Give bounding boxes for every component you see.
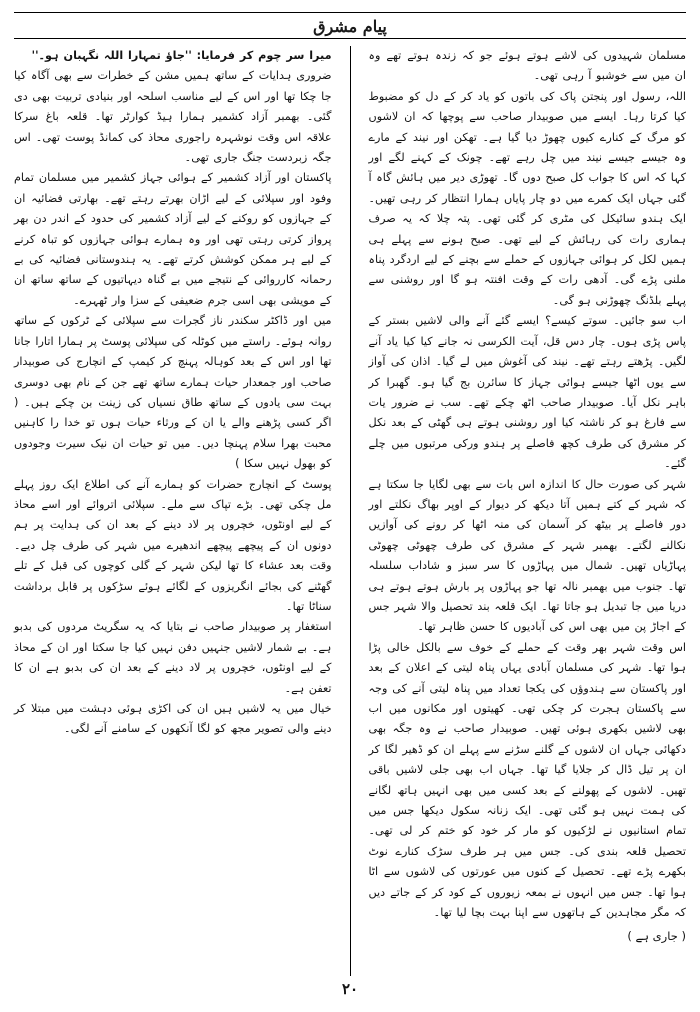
masthead-top-rule — [14, 12, 686, 13]
paragraph: پاکستان اور آزاد کشمیر کے ہوائی جہاز کشمیر میں مسلمان تمام وفود اور سپلائی کے لیے اڑان بھرتے رہتے تھے۔ بھارتی فضائیہ ان کے جہازوں کو روکنے کے لیے آزاد کشمیر کی حدود کے اندر دن بھر پرواز کرتی رہتی تھی اور وہ ہمارے ہوائی جہازوں کو تباہ کرنے کے لیے ہر ممکن کوشش کرتے تھے۔ یہ ہندوستانی فضائیہ کی بے رحمانہ کارروائی کے نتیجے میں بے گناہ دیہاتیوں کے ساتھ ساتھ ان کے مویشی بھی اسی جرم ضعیفی کے سزا وار ٹھہرے۔ — [14, 171, 332, 307]
column-left — [369, 46, 687, 976]
paragraph: ضروری ہدایات کے ساتھ ہمیں مشن کے خطرات سے بھی آگاہ کیا جا چکا تھا اور اس کے لیے مناسب اسلحہ اور بنیادی تربیت بھی دی گئی۔ بھمبر آزاد کشمیر ہمارا ہیڈ کوارٹر تھا۔ قلعہ باغ سرکا علاقہ اس وقت نوشہرہ راجوری محاذ کی کمانڈ پوست تھی۔ اس جگہ زبردست جنگ جاری تھی۔ — [14, 69, 332, 165]
paragraph: مسلمان شہیدوں کی لاشے ہوتے ہوئے جو کہ زندہ ہوتے تھے وہ ان میں سے خوشبو آ رہی تھی۔ — [368, 49, 686, 83]
paragraph: استغفار پر صوبیدار صاحب نے بتایا کہ یہ سگریٹ مردوں کی بدبو ہے۔ بے شمار لاشیں جنہیں دفن نہیں کیا جا سکتا اور ان کے محاذ کے لیے اونٹوں، خچروں پر لاد دینے کے بعد ان کی بدبو ہے ان کا تعفن ہے۔ — [14, 620, 332, 695]
paragraph: میں اور ڈاکٹر سکندر ناز گجرات سے سپلائی کے ٹرکوں کے ساتھ روانہ ہوئے۔ راستے میں کوٹلہ کی سپلائی پوسٹ پر ہمارا اتارا جانا تھا اور اس کے بعد کوہالہ پہنچ کر کیمپ کے انچارج کی صوبیدار صاحب اور جمعدار حیات ہمارے ساتھ تھے جن کے نام بھی دوسری بہت سی یادوں کے ساتھ طاق نسیاں کی زینت بن چکے ہیں۔ ( اگر کسی پڑھنے والے یا ان کے ورثاء حیات ہوں تو خدا را کاہنیں محبت بھرا سلام پہنچا دیں۔ میں تو حیات ان نیک سیرت وجودوں کو بھول نہیں سکا ) — [14, 314, 332, 471]
column-right — [14, 46, 332, 976]
continued-marker: ( جاری ہے ) — [627, 929, 686, 944]
column-divider — [350, 46, 351, 976]
page-footer — [0, 979, 700, 998]
column-left-body — [369, 46, 687, 976]
masthead — [14, 12, 686, 42]
paragraph: اللہ، رسول اور پنجتن پاک کی باتوں کو یاد کر کے دل کو مضبوط کیا کرتا رہا۔ ایسے میں صوبیدار صاحب سے پوچھا کہ ان لاشوں کو مرگ کے کنارے کیوں چھوڑ دیا گیا ہے۔ تھکن اور نیند کے مارے وہ جیسے جیسے نیند میں چل رہے تھے۔ چونک کے کہنے لگے اور کہا کہ اس کا جواب کل صبح دوں گا۔ تھوڑی دیر میں ہائش گاہ آ گئی جہاں ایک کمرے میں دو چار پایاں ہمارا انتظار کر رہی تھیں۔ ایک ہندو سائیکل کی مٹری کر گئی تھی۔ پتہ چلا کہ یہ صرف ہماری رات کی رہائش کے لیے تھی۔ صبح ہونے سے پہلے ہی ہمیں لکل کر ہوائی جہازوں کے حملے سے بچنے کے لیے اردگرد پناہ ملنی پڑے گی۔ آدھی رات کے وقت افنتہ ہو گا اور روشنی سے پہلے بلڈنگ چھوڑنی ہو گی۔ — [368, 89, 686, 307]
publication-title: پیام مشرق — [313, 17, 387, 36]
paragraph: خیال میں یہ لاشیں ہیں ان کی اکڑی ہوئی دہشت میں مبتلا کر دینے والی تصویر مجھ کو لگا آنکھوں کے سامنے آنے لگی۔ — [14, 702, 332, 736]
paragraph: شہر کی صورت حال کا اندازہ اس بات سے بھی لگایا جا سکتا ہے کہ شہر کے کتے ہمیں آتا دیکھ کر دیوار کے اوپر بھاگ نکلتے اور دور فاصلے پر بیٹھ کر آسمان کی منہ اٹھا کر رونے کی آوازیں نکالنے لگتے۔ بھمبر شہر کے مشرق کی طرف چھوٹی چھوٹی پہاڑیاں تھیں۔ شمال میں پہاڑوں کا سر سبز و شاداب سلسلہ تھا۔ جنوب میں بھمبر نالہ تھا جو پہاڑوں پر بارش ہوتے ہوتے ہی دریا میں جا تبدیل ہو جاتا تھا۔ ایک قلعہ بند تحصیل والا شہر جس کے اجاڑ پن میں بھی اس کی آبادیوں کا حسن ظاہر تھا۔ — [368, 477, 686, 634]
masthead-bottom-rule — [14, 38, 686, 39]
paragraph: اب سو جائیں۔ سوتے کیسے؟ ایسے گئے آنے والی لاشیں بستر کے پاس پڑی ہوں۔ چار دس قل، آیت الکرسی نہ جانے کیا کیا یاد آنے لگیں۔ پڑھتے رہتے تھے۔ نیند کی آغوش میں لے گیا۔ اذان کی آواز سے یوں اٹھا جیسے ہوائی جہاز کا سائرن بج گیا ہو۔ گھبرا کر باہر نکل آیا۔ صوبیدار صاحب اٹھ چکے تھے۔ سب نے ضرور یات سے فارغ ہو کر ناشتہ کیا اور روشنی ہوتے ہی گھٹی کے بعد نکل کر مشرق کی طرف کچھ فاصلے پر ہندو ورکی مرتبوں میں چلے گئے۔ — [368, 314, 686, 471]
article-columns — [14, 46, 686, 976]
column-right-body — [14, 46, 332, 976]
paragraph: پوسٹ کے انچارج حضرات کو ہمارے آنے کی اطلاع ایک روز پہلے مل چکی تھی۔ بڑے تپاک سے ملے۔ سپلائی اتروائے اور اسے محاذ کے لیے اونٹوں، خچروں پر لاد دینے کے بعد ان کی ہدایت پر ہم دونوں ان کے پیچھے پیچھے اندھیرے میں شہر کی طرف چل دیے۔ وقت بعد عشاء کا تھا لیکن شہر کے گلی کوچوں کی قبل کے تلے گھٹنے کی بجائے انگریزوں کے لگائے ہوئے سڑکوں پر قابل برداشت سناٹا تھا۔ — [14, 477, 332, 613]
paragraph: اس وقت شہر بھر وقت کے حملے کے خوف سے بالکل خالی پڑا ہوا تھا۔ شہر کی مسلمان آبادی یہاں پناہ لیتی کے اعلان کے بعد اور پاکستان سے ہندوؤں کی یکجا تعداد میں پناہ لیتی آنے کی وجہ سے پاکستان ہجرت کر چکی تھی۔ کھیتوں اور مکانوں میں اب بھی لاشیں بکھری ہوئی تھیں۔ صوبیدار صاحب نے وہ جگہ بھی دکھائی جہاں ان لاشوں کے گلنے سڑنے سے پہلے ان کو ڈھیر لگا کر ان پر تیل ڈال کر جلایا گیا تھا۔ جہاں اب بھی جلی لاشیں باقی تھیں۔ لاشوں کے پھولنے کے بعد کسی میں بھی انہیں ہاتھ لگانے کی ہمت نہیں ہو گئی تھی۔ ایک زنانہ سکول دیکھا جس میں تمام استانیوں نے لڑکیوں کو مار کر خود کو ختم کر لی تھی۔ تحصیل قلعہ بندی کی۔ جس میں ہر طرف سڑک کنارے نوٹ بکھرے پڑے تھے۔ تحصیل کے کنوں میں عورتوں کی لاشوں سے اٹا ہوا تھا۔ جس میں انہوں نے بمعہ زیوروں کے کود کر کے جاتے دیں کہ مگر مجاہدین کے ہاتھوں سے اپنا بہت بچا لیا تھا۔ — [368, 640, 686, 920]
page-number: ۲۰ — [341, 980, 359, 998]
paragraph: میرا سر چوم کر فرمایا: ''جاؤ تمہارا اللہ نگہبان ہو۔'' — [31, 49, 332, 62]
